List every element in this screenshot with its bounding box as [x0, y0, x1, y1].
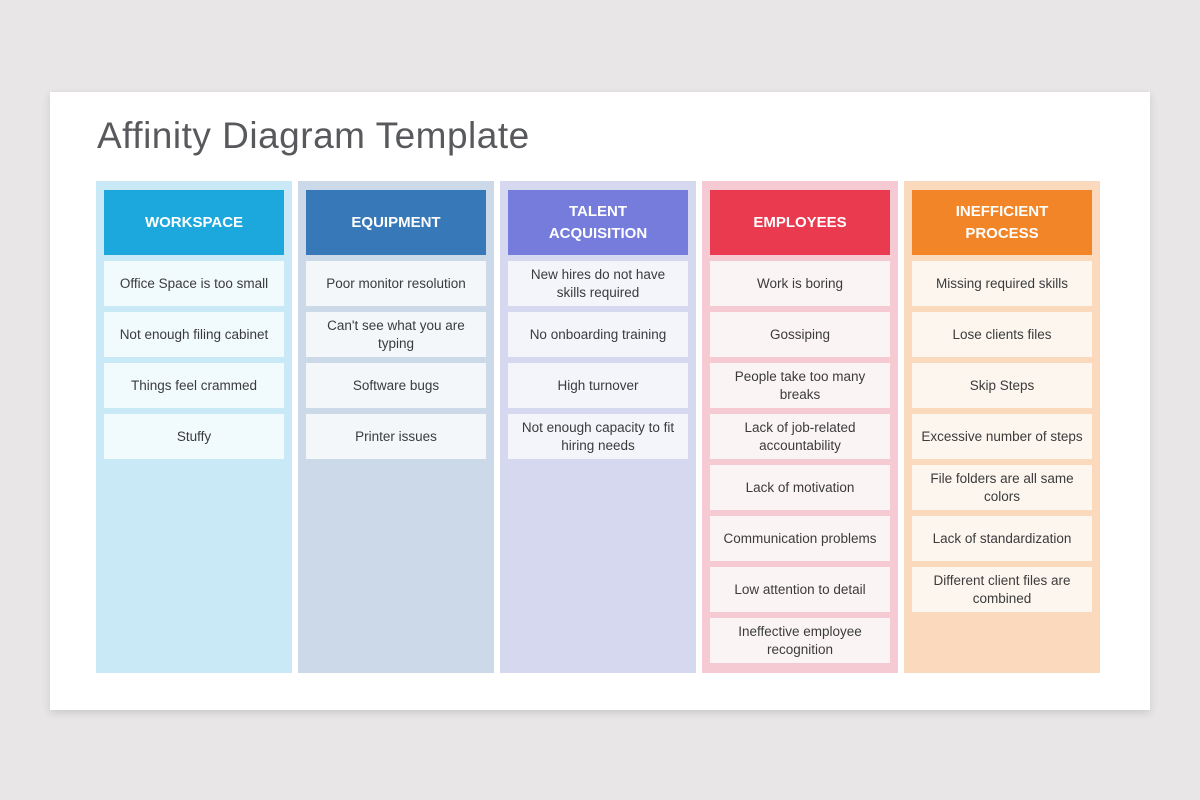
column-header: EQUIPMENT [306, 190, 486, 255]
column-card-list [710, 261, 890, 663]
column-card-list [104, 261, 284, 459]
affinity-column [702, 181, 898, 673]
affinity-card: Can't see what you are typing [306, 312, 486, 357]
affinity-card: Gossiping [710, 312, 890, 357]
page-title: Affinity Diagram Template [97, 115, 530, 156]
affinity-card: New hires do not have skills required [508, 261, 688, 306]
affinity-card: Lose clients files [912, 312, 1092, 357]
affinity-card: File folders are all same colors [912, 465, 1092, 510]
affinity-card: Things feel crammed [104, 363, 284, 408]
affinity-card: High turnover [508, 363, 688, 408]
affinity-card: No onboarding training [508, 312, 688, 357]
column-card-list [912, 261, 1092, 612]
column-header: INEFFICIENT PROCESS [912, 190, 1092, 255]
affinity-card: Low attention to detail [710, 567, 890, 612]
affinity-card: Lack of motivation [710, 465, 890, 510]
affinity-card: Not enough filing cabinet [104, 312, 284, 357]
affinity-column [904, 181, 1100, 673]
affinity-card: Work is boring [710, 261, 890, 306]
column-header: WORKSPACE [104, 190, 284, 255]
affinity-card: People take too many breaks [710, 363, 890, 408]
affinity-card: Communication problems [710, 516, 890, 561]
affinity-column [96, 181, 292, 673]
affinity-card: Ineffective employee recognition [710, 618, 890, 663]
affinity-card: Different client files are combined [912, 567, 1092, 612]
affinity-card: Stuffy [104, 414, 284, 459]
slide-canvas [50, 92, 1150, 710]
affinity-column [298, 181, 494, 673]
affinity-card: Office Space is too small [104, 261, 284, 306]
affinity-columns [96, 181, 1100, 673]
affinity-card: Lack of standardization [912, 516, 1092, 561]
affinity-card: Skip Steps [912, 363, 1092, 408]
affinity-card: Excessive number of steps [912, 414, 1092, 459]
affinity-card: Missing required skills [912, 261, 1092, 306]
column-header: TALENT ACQUISITION [508, 190, 688, 255]
affinity-card: Lack of job-related accountability [710, 414, 890, 459]
affinity-card: Poor monitor resolution [306, 261, 486, 306]
column-card-list [508, 261, 688, 459]
affinity-column [500, 181, 696, 673]
column-card-list [306, 261, 486, 459]
column-header: EMPLOYEES [710, 190, 890, 255]
affinity-card: Not enough capacity to fit hiring needs [508, 414, 688, 459]
affinity-card: Printer issues [306, 414, 486, 459]
affinity-card: Software bugs [306, 363, 486, 408]
